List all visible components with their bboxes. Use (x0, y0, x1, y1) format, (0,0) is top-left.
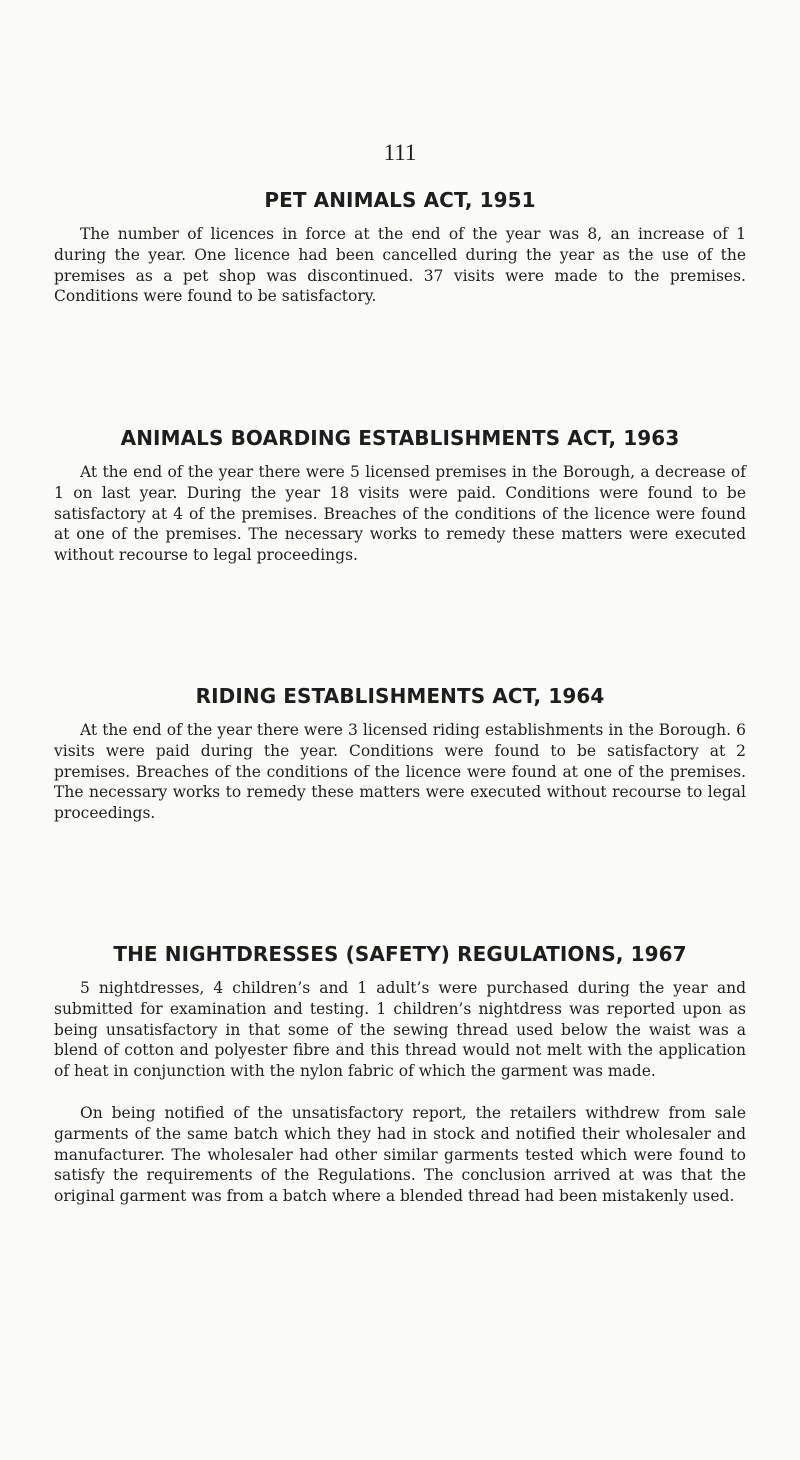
section-nightdresses-safety-regulations (54, 942, 746, 1207)
section-heading: RIDING ESTABLISHMENTS ACT, 1964 (195, 684, 605, 708)
section-animals-boarding-establishments-act (54, 426, 746, 566)
section-paragraph: The number of licences in force at the end of the year was 8, an increase of 1 during the year. One licence had been cancelled during the year as the use of the premises as a pet shop was discontinued. 37 visits were made to the premises. Conditions were found to be satisfactory. (54, 225, 746, 306)
section-riding-establishments-act (54, 684, 746, 824)
section-paragraph: On being notified of the unsatisfactory report, the retailers withdrew from sale garments of the same batch which they had in stock and notified their wholesaler and manufacturer. The wholesaler had other similar garments tested which were found to satisfy the requirements of the Regulations. The conclusion arrived at was that the original garment was from a batch where a blended thread had been mistakenly used. (54, 1103, 746, 1206)
section-paragraph: At the end of the year there were 5 licensed premises in the Borough, a decrease of 1 on last year. During the year 18 visits were paid. Conditions were found to be satisfactory at 4 of the premises. Breaches of the conditions of the licence were found at one of the premises. The necessary works to remedy these matters were executed without recourse to legal proceedings. (54, 463, 746, 565)
section-heading: THE NIGHTDRESSES (SAFETY) REGULATIONS, 1967 (113, 942, 687, 966)
section-pet-animals-act (54, 188, 746, 307)
section-paragraph: 5 nightdresses, 4 children’s and 1 adult’s were purchased during the year and submitted for examination and testing. 1 children’s nightdress was reported upon as being unsatisfactory in that some of the sewing thread used below the waist was a blend of cotton and polyester fibre and this thread would not melt with the application of heat in conjunction with the nylon fabric of which the garment was made. (54, 979, 746, 1081)
section-heading: PET ANIMALS ACT, 1951 (264, 188, 536, 212)
page-number: 111 (383, 140, 417, 165)
section-heading: ANIMALS BOARDING ESTABLISHMENTS ACT, 1963 (120, 426, 680, 450)
section-paragraph: At the end of the year there were 3 licensed riding establishments in the Borough. 6 visits were paid during the year. Conditions were found to be satisfactory at 2 premises. Breaches of the conditions of the licence were found at one of the premises. The necessary works to remedy these matters were executed without recourse to legal proceedings. (54, 721, 746, 823)
